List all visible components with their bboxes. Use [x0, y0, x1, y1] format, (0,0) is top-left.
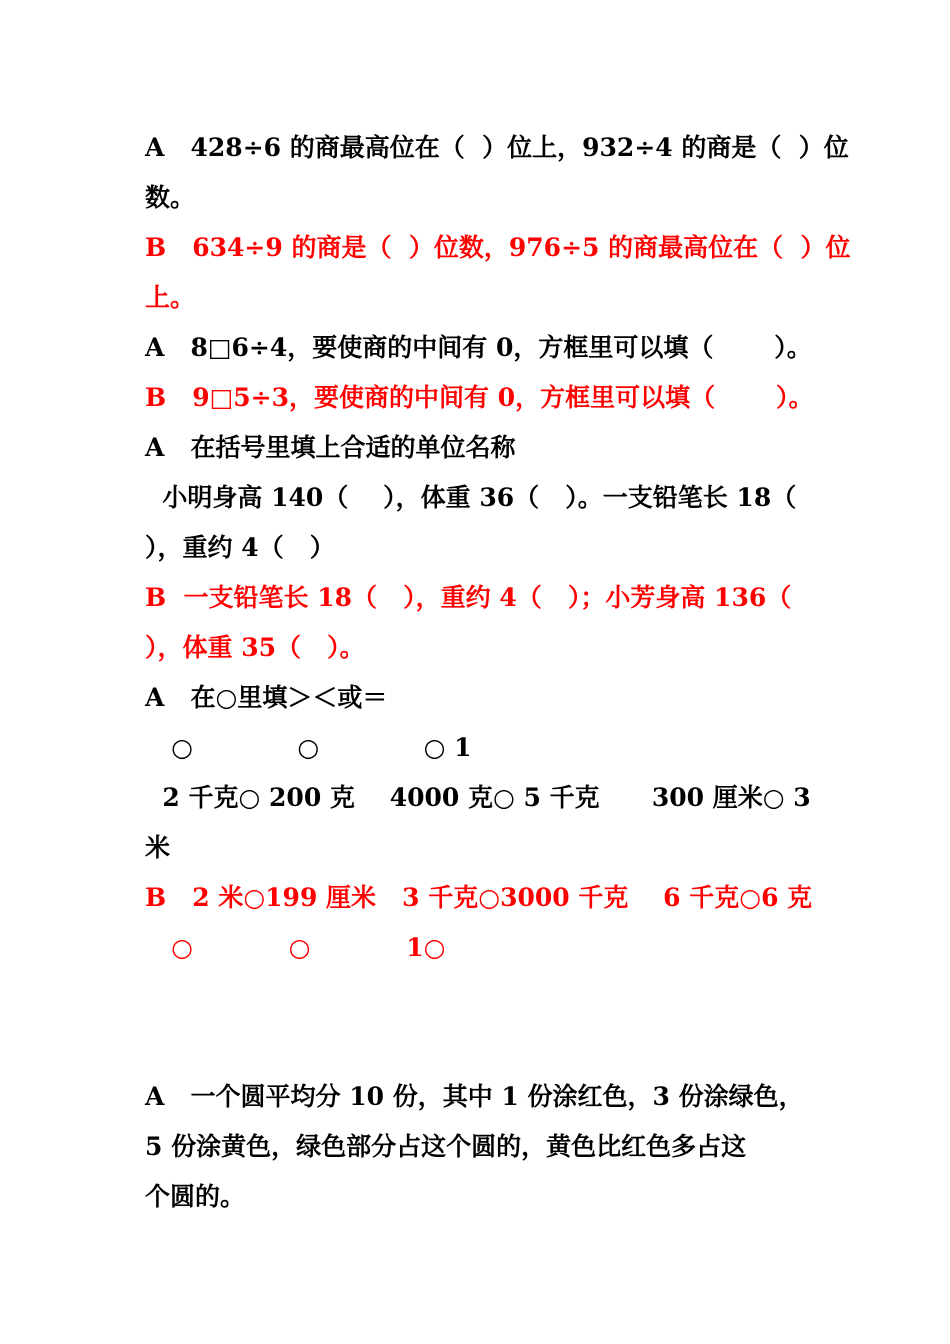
- question-a-compare-circles: ○ ○ ○ 1: [145, 733, 472, 762]
- question-a-division-line-1: A 428÷6 的商最高位在（ ）位上，932÷4 的商是（ ）位: [145, 133, 849, 162]
- question-a-fill-box: A 8□6÷4，要使商的中间有 0，方框里可以填（ ）。: [145, 333, 812, 362]
- question-a-compare-line-1: 2 千克○ 200 克 4000 克○ 5 千克 300 厘米○ 3: [145, 783, 811, 812]
- question-a-compare-line-2: 米: [145, 833, 171, 862]
- question-a-circle-fraction-line-3: 个圆的。: [145, 1182, 246, 1211]
- question-b-fill-box: B 9□5÷3，要使商的中间有 0，方框里可以填（ ）。: [145, 383, 814, 412]
- question-a-units-line-2: ），重约 4（ ）: [145, 533, 335, 562]
- question-b-compare-line: B 2 米○199 厘米 3 千克○3000 千克 6 千克○6 克: [145, 883, 813, 912]
- question-a-compare-instruction: A 在○里填＞＜或＝: [145, 683, 388, 712]
- question-a-units-instruction: A 在括号里填上合适的单位名称: [145, 433, 516, 462]
- question-a-division-line-2: 数。: [145, 183, 196, 212]
- question-a-units-line-1: 小明身高 140（ ），体重 36（ ）。一支铅笔长 18（: [145, 483, 797, 512]
- question-a-circle-fraction-line-1: A 一个圆平均分 10 份，其中 1 份涂红色，3 份涂绿色，: [145, 1082, 804, 1111]
- question-b-division-line-2: 上。: [145, 283, 196, 312]
- question-a-circle-fraction-line-2: 5 份涂黄色，绿色部分占这个圆的，黄色比红色多占这: [145, 1132, 747, 1161]
- question-b-compare-circles: ○ ○ 1○: [145, 933, 446, 962]
- question-b-division-line-1: B 634÷9 的商是（ ）位数，976÷5 的商最高位在（ ）位: [145, 233, 851, 262]
- question-b-units-line-2: ），体重 35（ ）。: [145, 633, 365, 662]
- question-b-units-line-1: B 一支铅笔长 18（ ），重约 4（ ）；小芳身高 136（: [145, 583, 792, 612]
